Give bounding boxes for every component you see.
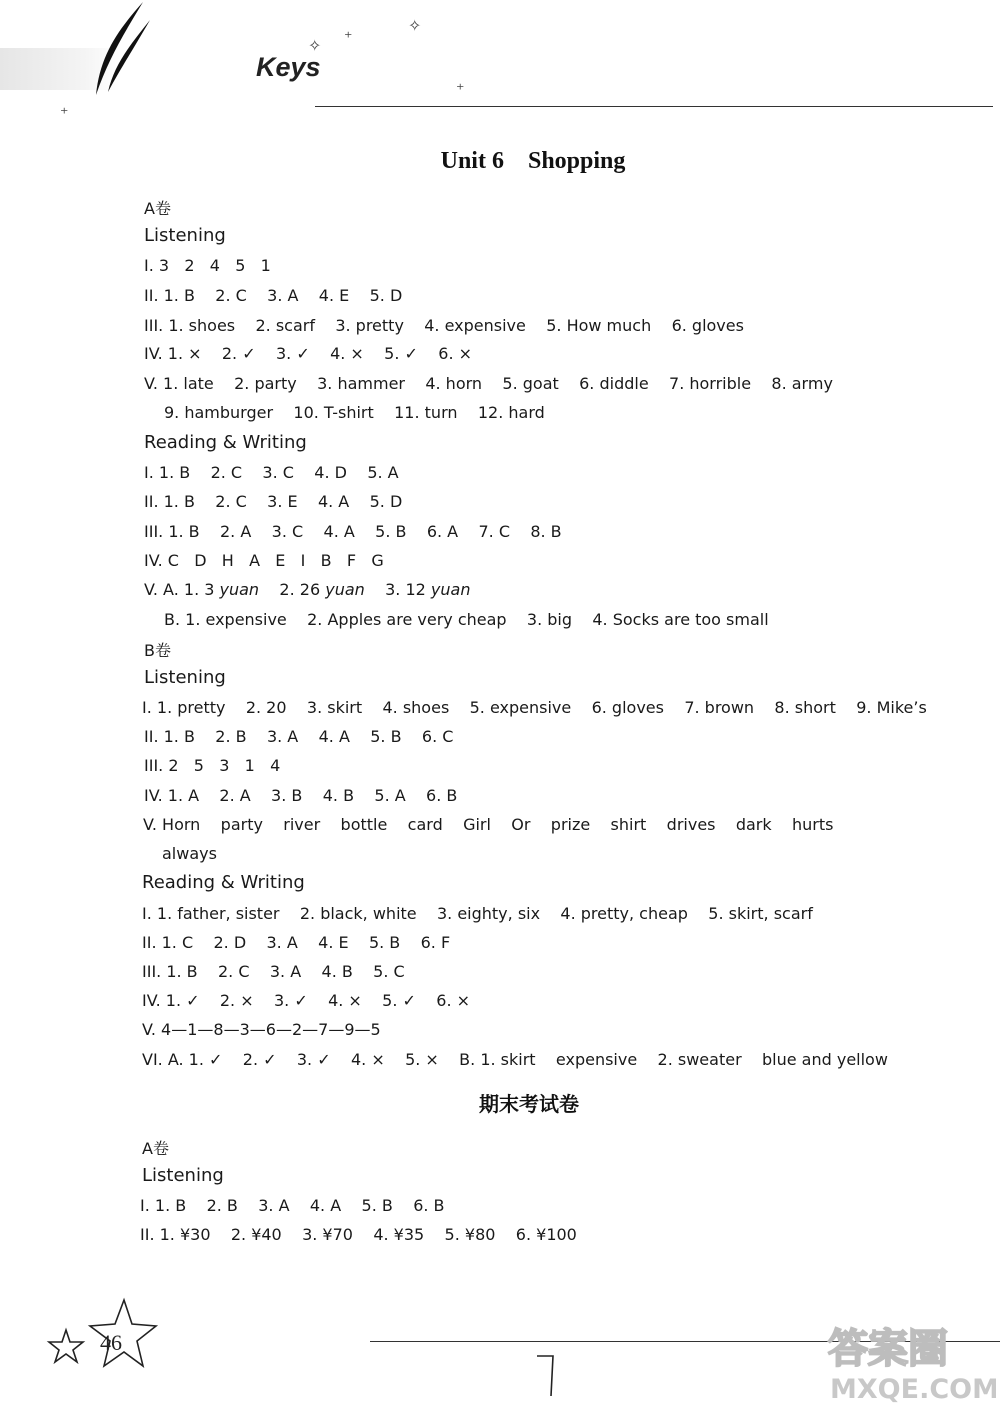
yuan-word: yuan <box>219 580 260 599</box>
answer-line: III. 1. B 2. A 3. C 4. A 5. B 6. A 7. C 8. B <box>144 522 562 541</box>
answer-line: V. 4—1—8—3—6—2—7—9—5 <box>142 1020 381 1039</box>
answer-line: IV. 1. × 2. ✓ 3. ✓ 4. × 5. ✓ 6. × <box>144 344 473 363</box>
section-a-label: A卷 <box>142 1139 169 1158</box>
answer-line: V. Horn party river bottle card Girl Or prize shirt drives dark hurts <box>143 815 834 834</box>
answer-line-continued: B. 1. expensive 2. Apples are very cheap 3. big 4. Socks are too small <box>164 610 769 629</box>
answer-line: IV. C D H A E I B F G <box>144 551 384 570</box>
answer-line: II. 1. B 2. C 3. A 4. E 5. D <box>144 286 403 305</box>
sparkle-icon: ⁺ <box>60 104 69 123</box>
answer-line: III. 1. shoes 2. scarf 3. pretty 4. expensive 5. How much 6. gloves <box>144 316 744 335</box>
answer-line: IV. 1. ✓ 2. × 3. ✓ 4. × 5. ✓ 6. × <box>142 991 471 1010</box>
page-number: 46 <box>100 1330 122 1355</box>
section-heading-listening: Listening <box>142 1165 224 1186</box>
answer-line: II. 1. ¥30 2. ¥40 3. ¥70 4. ¥35 5. ¥80 6. ¥100 <box>140 1225 577 1244</box>
section-a-label: A卷 <box>144 199 171 218</box>
section-heading-reading-writing: Reading & Writing <box>142 872 305 893</box>
answer-line: IV. 1. A 2. A 3. B 4. B 5. A 6. B <box>144 786 458 805</box>
yuan-mid: 3. 12 <box>364 580 431 599</box>
unit-topic: Shopping <box>527 148 626 174</box>
answer-line: VI. A. 1. ✓ 2. ✓ 3. ✓ 4. × 5. × B. 1. skirt expensive 2. sweater blue and yellow <box>142 1050 888 1069</box>
sparkle-icon: ⁺ <box>344 28 353 47</box>
section-b-label: B卷 <box>144 641 171 660</box>
quill-logo <box>88 0 158 100</box>
answer-line: I. 3 2 4 5 1 <box>144 256 271 275</box>
answer-line: V. 1. late 2. party 3. hammer 4. horn 5. goat 6. diddle 7. horrible 8. army <box>144 374 833 393</box>
answer-line-continued: always <box>162 844 217 863</box>
unit-number: Unit 6 <box>440 148 504 174</box>
yuan-word: yuan <box>430 580 471 599</box>
yuan-mid: 2. 26 <box>259 580 326 599</box>
answer-line: I. 1. B 2. B 3. A 4. A 5. B 6. B <box>140 1196 445 1215</box>
section-heading-listening: Listening <box>144 667 226 688</box>
watermark <box>826 1318 996 1403</box>
final-exam-title: 期末考试卷 <box>479 1092 579 1116</box>
answer-line: II. 1. B 2. B 3. A 4. A 5. B 6. C <box>144 727 454 746</box>
header-rule <box>315 106 993 107</box>
watermark-logo <box>826 1318 996 1403</box>
answer-line: III. 1. B 2. C 3. A 4. B 5. C <box>142 962 405 981</box>
yuan-word: yuan <box>325 580 365 599</box>
footer-tick-mark <box>535 1352 557 1398</box>
section-heading-reading-writing: Reading & Writing <box>144 432 307 453</box>
answer-line-continued: 9. hamburger 10. T-shirt 11. turn 12. hard <box>164 403 545 422</box>
svg-text:答案圈: 答案圈 <box>828 1326 948 1372</box>
keys-title: Keys <box>256 52 321 82</box>
yuan-prefix: V. A. 1. 3 <box>144 580 220 599</box>
answer-line: III. 2 5 3 1 4 <box>144 756 281 775</box>
sparkle-icon: ⁺ <box>456 80 465 99</box>
answer-line: I. 1. B 2. C 3. C 4. D 5. A <box>144 463 399 482</box>
answer-line: I. 1. pretty 2. 20 3. skirt 4. shoes 5. expensive 6. gloves 7. brown 8. short 9. Mike’s <box>142 698 927 717</box>
unit-title <box>0 148 1000 175</box>
answer-line: I. 1. father, sister 2. black, white 3. eighty, six 4. pretty, cheap 5. skirt, scarf <box>142 904 813 923</box>
svg-text:MXQE.COM: MXQE.COM <box>830 1374 996 1403</box>
sparkle-icon: ✧ <box>408 16 422 35</box>
answer-line: II. 1. B 2. C 3. E 4. A 5. D <box>144 492 403 511</box>
section-heading-listening: Listening <box>144 225 226 246</box>
answer-line-yuan <box>144 580 470 599</box>
answer-line: II. 1. C 2. D 3. A 4. E 5. B 6. F <box>142 933 451 952</box>
sparkle-icon: ✧ <box>308 36 322 55</box>
